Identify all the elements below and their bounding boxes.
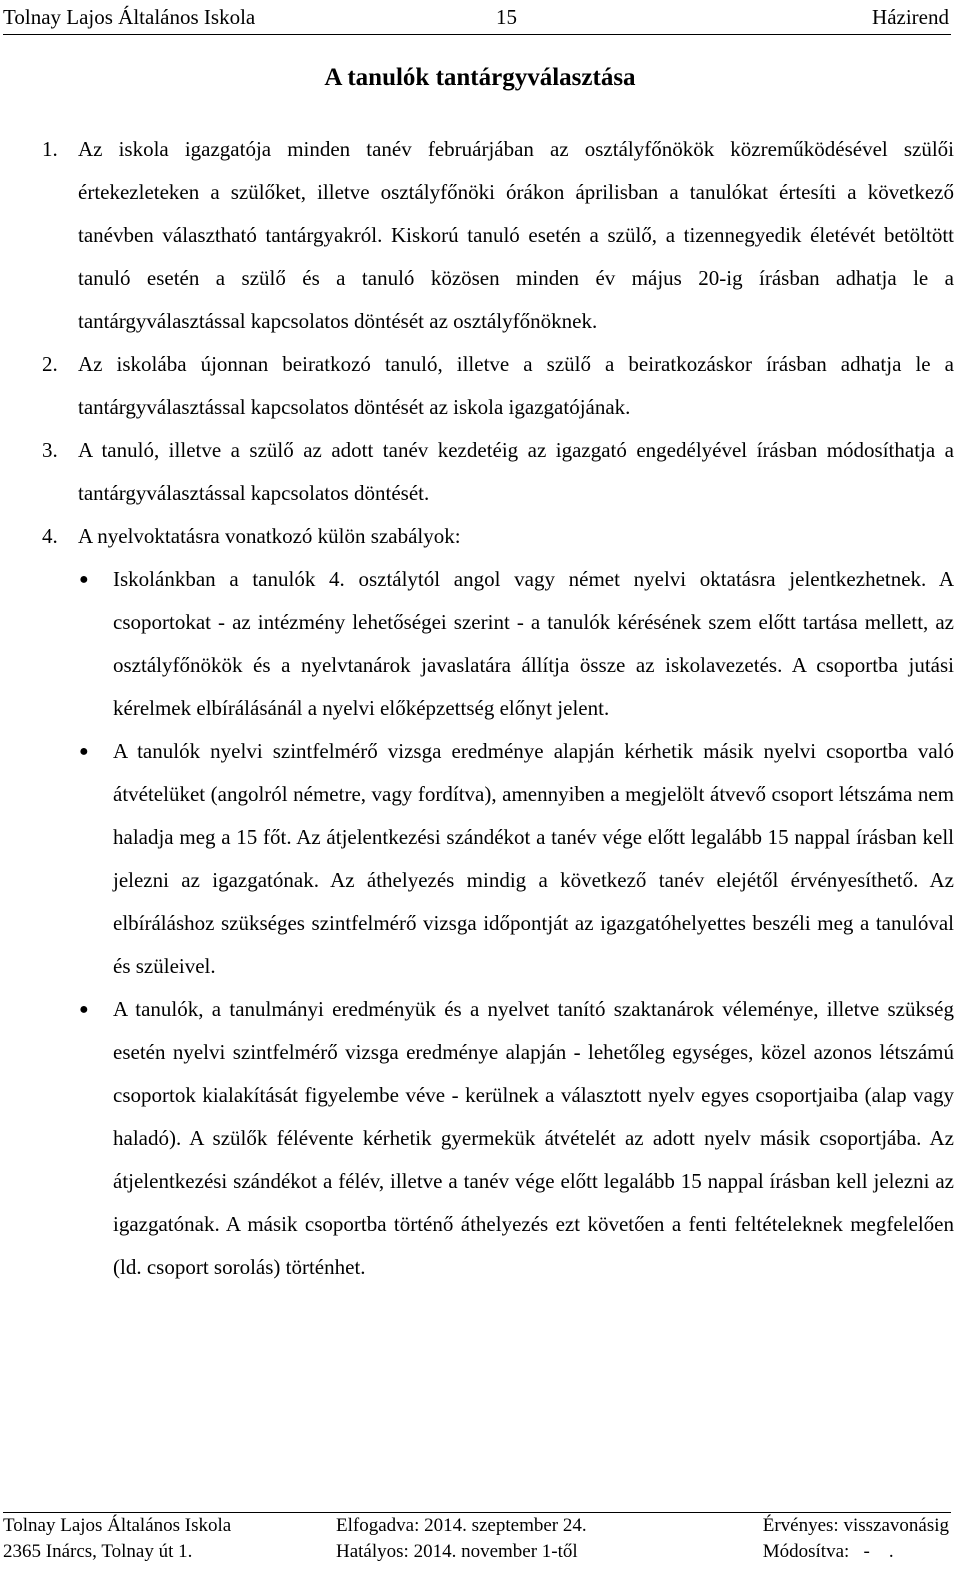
- document-body: [42, 128, 954, 1289]
- section-title: A tanulók tantárgyválasztása: [324, 64, 636, 91]
- item-text: Az iskolába újonnan beiratkozó tanuló, illetve a szülő a beiratkozáskor írásban adhatja le a tantárgyválasztással kapcsolatos döntését az iskola igazgatójának.: [78, 352, 954, 419]
- numbered-item: [42, 515, 954, 558]
- footer-address: 2365 Inárcs, Tolnay út 1.: [3, 1541, 193, 1562]
- footer-dates-block: [336, 1513, 587, 1565]
- item-text: A tanuló, illetve a szülő az adott tanév kezdetéig az igazgató engedélyével írásban módosíthatja a tantárgyválasztással kapcsolatos döntését.: [78, 438, 954, 505]
- item-text: A nyelvoktatásra vonatkozó külön szabályok:: [78, 524, 461, 548]
- page-header: [3, 0, 951, 35]
- header-school-name: Tolnay Lajos Általános Iskola: [3, 5, 256, 29]
- bullet-item: [42, 988, 954, 1289]
- item-number: 1.: [42, 137, 58, 161]
- bullet-icon: ●: [79, 743, 89, 760]
- footer-effective-date: Hatályos: 2014. november 1-től: [336, 1541, 578, 1562]
- footer-accepted-date: Elfogadva: 2014. szeptember 24.: [336, 1515, 587, 1536]
- bullet-icon: ●: [79, 1001, 89, 1018]
- footer-validity: Érvényes: visszavonásig: [762, 1515, 949, 1536]
- item-number: 2.: [42, 352, 58, 376]
- numbered-item: [42, 128, 954, 343]
- bullet-item: [42, 558, 954, 730]
- bullet-item: [42, 730, 954, 988]
- bullet-text: A tanulók nyelvi szintfelmérő vizsga eredménye alapján kérhetik másik nyelvi csoportba való átvételüket (angolról németre, vagy fordítva), amennyiben a megjelölt átvevő csoport létszáma nem haladja meg a 15 főt. Az átjelentkezési szándékot a tanév vége előtt legalább 15 nappal írásban kell jelezni az igazgatónak. Az áthelyezés mindig a következő tanév elejétől érvényesíthető. Az elbíráláshoz szükséges szintfelmérő vizsga időpontját az igazgatóhelyettes beszéli meg a tanulóval és szüleivel.: [113, 739, 954, 978]
- bullet-icon: ●: [79, 571, 89, 588]
- footer-modified: Módosítva: - .: [762, 1541, 894, 1562]
- header-page-number: 15: [496, 5, 517, 29]
- footer-school-name: Tolnay Lajos Általános Iskola: [3, 1515, 232, 1536]
- bullet-text: A tanulók, a tanulmányi eredményük és a nyelvet tanító szaktanárok véleménye, illetve szükség esetén nyelvi szintfelmérő vizsga eredménye alapján - lehetőleg egységes, közel azonos létszámú csoportok kialakítását figyelembe véve - kerülnek a választott nyelv egyes csoportjaiba (alap vagy haladó). A szülők félévente kérhetik gyermekük átvételét az adott nyelv másik csoportjába. Az átjelentkezési szándékot a félév, illetve a tanév vége előtt legalább 15 nappal írásban kell jelezni az igazgatónak. A másik csoportba történő áthelyezés ezt követően a fenti feltételeknek megfelelően (ld. csoport sorolás) történhet.: [113, 997, 954, 1279]
- item-number: 3.: [42, 438, 58, 462]
- numbered-item: [42, 429, 954, 515]
- numbered-item: [42, 343, 954, 429]
- footer-validity-block: [763, 1513, 949, 1565]
- page-footer: [3, 1512, 951, 1562]
- footer-school-block: [3, 1513, 231, 1565]
- item-text: Az iskola igazgatója minden tanév februárjában az osztályfőnökök közreműködésével szülői értekezleteken a szülőket, illetve osztályfőnöki órákon áprilisban a tanulókat értesíti a következő tanévben választható tantárgyakról. Kiskorú tanuló esetén a szülő, a tizennegyedik életévét betöltött tanuló esetén a szülő és a tanuló közösen minden év május 20-ig írásban adhatja le a tantárgyválasztással kapcsolatos döntését az osztályfőnöknek.: [78, 137, 954, 333]
- item-number: 4.: [42, 524, 58, 548]
- bullet-text: Iskolánkban a tanulók 4. osztálytól angol vagy német nyelvi oktatásra jelentkezhetnek. A csoportokat - az intézmény lehetőségei szerint - a tanulók kérésének szem előtt tartása mellett, az osztályfőnökök és a nyelvtanárok javaslatára állítja össze az iskolavezetés. A csoportba jutási kérelmek elbírálásánál a nyelvi előképzettség előnyt jelent.: [113, 567, 954, 720]
- header-document-name: Házirend: [872, 5, 949, 29]
